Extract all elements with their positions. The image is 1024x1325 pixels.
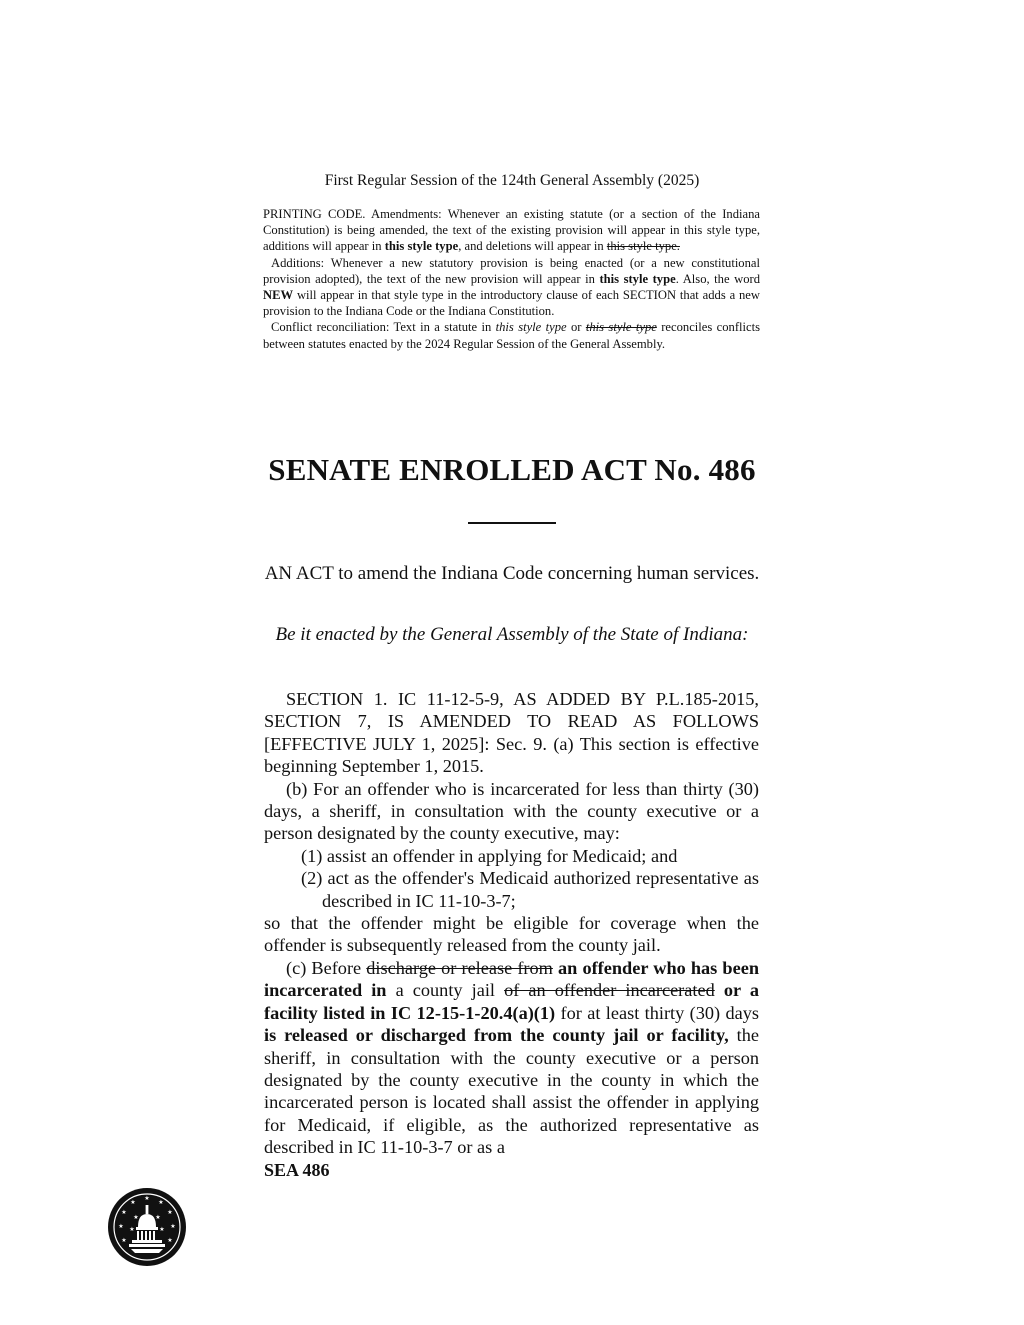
session-header: First Regular Session of the 124th General Assembly (2025) (324, 172, 700, 189)
svg-text:★: ★ (167, 1209, 173, 1216)
footer-act-code: SEA 486 (264, 1160, 330, 1180)
svg-text:★: ★ (159, 1226, 165, 1233)
svg-text:★: ★ (130, 1199, 136, 1206)
indiana-state-seal-icon (107, 1187, 187, 1267)
seal-graphic (107, 1187, 187, 1267)
act-title: SENATE ENROLLED ACT No. 486 (268, 452, 756, 487)
enacting-clause: Be it enacted by the General Assembly of the State of Indiana: (275, 624, 749, 645)
subsection-b: (b) For an offender who is incarcerated for less than thirty (30) days, a sheriff, in consultation with the county executive or a person designated by the county executive, may: (264, 778, 759, 844)
section-1-body (264, 688, 759, 1159)
svg-text:★: ★ (121, 1237, 127, 1244)
title-rule (468, 522, 556, 524)
svg-text:★: ★ (167, 1237, 173, 1244)
svg-text:★: ★ (129, 1226, 135, 1233)
svg-text:★: ★ (144, 1195, 150, 1202)
act-description: AN ACT to amend the Indiana Code concerning human services. (264, 563, 760, 584)
svg-text:★: ★ (118, 1223, 124, 1230)
printing-code-amendments: PRINTING CODE. Amendments: Whenever an existing statute (or a section of the Indiana Constitution) is being amended, the text of the existing provision will appear in this style type, additions will appear in this style type, and deletions will appear in this style type. (263, 207, 760, 254)
subsection-b-tail: so that the offender might be eligible for coverage when the offender is subsequently released from the county jail. (264, 913, 759, 956)
printing-code-conflict: Conflict reconciliation: Text in a statute in this style type or this style type reconciles conflicts between statutes enacted by the 2024 Regular Session of the General Assembly. (263, 320, 761, 351)
subsection-c: (c) Before discharge or release from an offender who has been incarcerated in a county jail of an offender incarcerated or a facility listed in IC 12-15-1-20.4(a)(1) for at least thirty (30) days is released or discharged from the county jail or facility, the sheriff, in consultation with the county executive or a person designated by the county executive in the county in which the incarcerated person is located shall assist the offender in applying for Medicaid, if eligible, as the authorized representative as described in IC 11-10-3-7 or as a (264, 957, 760, 1158)
printing-code-additions: Additions: Whenever a new statutory provision is being enacted (or a new constitutional provision adopted), the text of the new provision will appear in this style type. Also, the word NEW will appear in that style type in the introductory clause of each SECTION that adds a new provision to the Indiana Code or the Indiana Constitution. (263, 255, 760, 319)
section-1-intro: SECTION 1. IC 11-12-5-9, AS ADDED BY P.L.185-2015, SECTION 7, IS AMENDED TO READ AS FOLLOWS [EFFECTIVE JULY 1, 2025]: Sec. 9. (a) This section is effective beginning September 1, 2015. (264, 689, 759, 777)
subsection-b-item-1: (1) assist an offender in applying for Medicaid; and (301, 845, 678, 866)
svg-text:★: ★ (170, 1223, 176, 1230)
svg-text:★: ★ (133, 1214, 139, 1221)
printing-code-legend (263, 206, 760, 352)
subsection-b-item-2: (2) act as the offender's Medicaid authorized representative as described in IC 11-10-3-7; (301, 868, 759, 911)
svg-text:★: ★ (121, 1209, 127, 1216)
svg-text:★: ★ (158, 1199, 164, 1206)
svg-text:★: ★ (155, 1214, 161, 1221)
